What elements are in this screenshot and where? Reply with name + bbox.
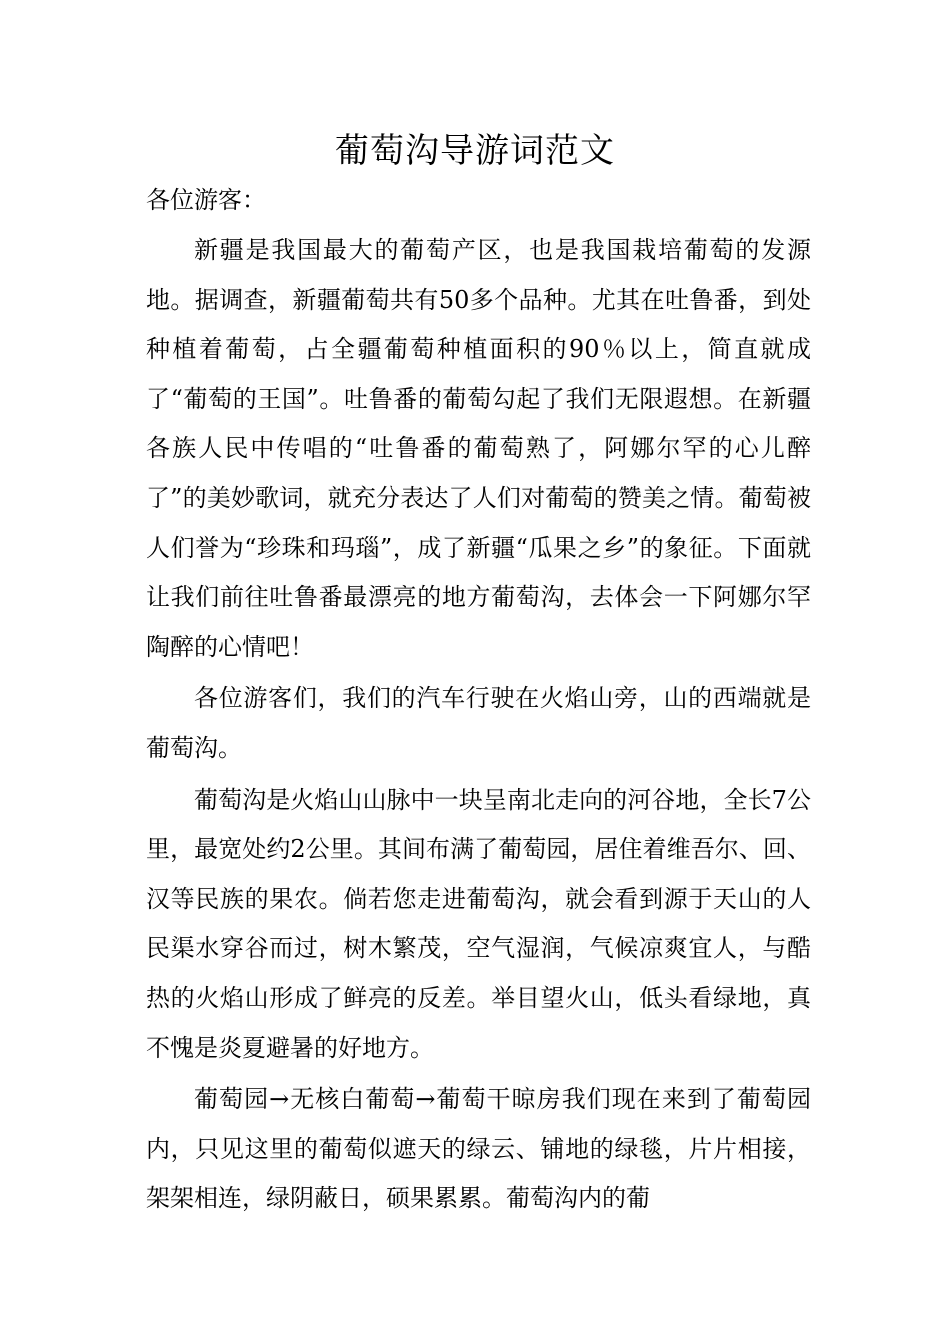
paragraph-4: 葡萄园→无核白葡萄→葡萄干晾房我们现在来到了葡萄园内，只见这里的葡萄似遮天的绿云、铺地的绿毯，片片相接，架架相连，绿阴蔽日，硕果累累。葡萄沟内的葡 [146,1085,811,1213]
paragraph-2: 各位游客们，我们的汽车行驶在火焰山旁，山的西端就是葡萄沟。 [146,684,811,762]
paragraph-3: 葡萄沟是火焰山山脉中一块呈南北走向的河谷地，全长7公里，最宽处约2公里。其间布满了葡萄园，居住着维吾尔、回、汉等民族的果农。倘若您走进葡萄沟，就会看到源于天山的人民渠水穿谷而过，树木繁茂，空气湿润，气候凉爽宜人，与酷热的火焰山形成了鲜亮的反差。举目望火山，低头看绿地，真不愧是炎夏避暑的好地方。 [146,785,811,1062]
paragraph-1: 新疆是我国最大的葡萄产区，也是我国栽培葡萄的发源地。据调查，新疆葡萄共有50多个品种。尤其在吐鲁番，到处种植着葡萄，占全疆葡萄种植面积的90％以上，简直就成了“葡萄的王国”。吐鲁番的葡萄勾起了我们无限遐想。在新疆各族人民中传唱的“吐鲁番的葡萄熟了，阿娜尔罕的心儿醉了”的美妙歌词，就充分表达了人们对葡萄的赞美之情。葡萄被人们誉为“珍珠和玛瑙”，成了新疆“瓜果之乡”的象征。下面就让我们前往吐鲁番最漂亮的地方葡萄沟，去体会一下阿娜尔罕陶醉的心情吧！ [146,236,811,661]
document-body [146,226,811,1226]
document-title: 葡萄沟导游词范文 [335,131,615,171]
salutation: 各位游客： [146,186,266,214]
